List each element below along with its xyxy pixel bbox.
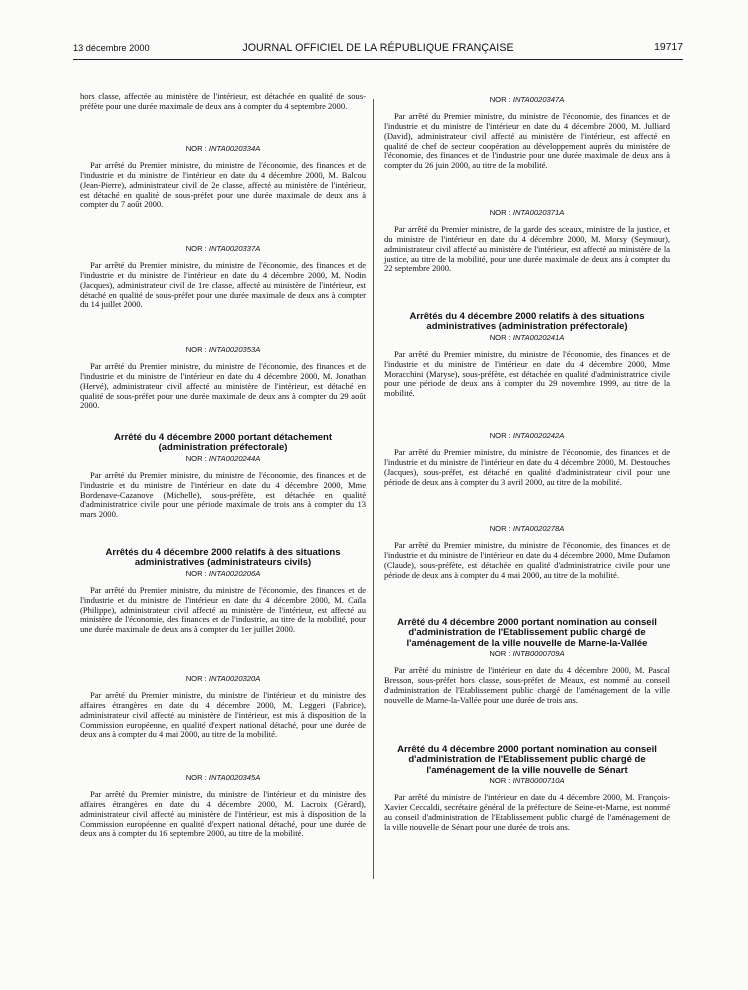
section-title: Arrêtés du 4 décembre 2000 relatifs à des situations administratives (administration préfectorale) bbox=[409, 311, 645, 333]
header-rule bbox=[73, 59, 683, 60]
nor-reference bbox=[384, 524, 670, 534]
section-title: Arrêté du 4 décembre 2000 portant nomination au conseil d'administration de l'Etablissement public chargé de l'aménagement de la ville nouvelle de Marne-la-Vallée bbox=[397, 617, 657, 649]
nor-label: NOR : bbox=[489, 332, 511, 342]
nor-label: NOR : bbox=[185, 345, 207, 354]
entry-text: Par arrêté du Premier ministre, du ministre de l'économie, des finances et de l'industrie et du ministre de l'intérieur en date du 4 décembre 2000, M. Caïla (Philippe), administrateur civil affecté au ministère de l'intérieur, est affecté au ministère de l'économie, des finances et de l'industrie, au titre de la mobilité, pour une durée maximale de deux ans à compter du 1er juillet 2000. bbox=[80, 584, 366, 635]
nor-code: INTA0020278A bbox=[512, 524, 565, 533]
nor-code: INTA0020242A bbox=[512, 431, 565, 440]
nor-reference bbox=[384, 431, 670, 441]
page-number: 19717 bbox=[654, 42, 683, 53]
decree-entry bbox=[80, 144, 366, 210]
entry-text: Par arrêté du Premier ministre, du ministre de l'économie, des finances et de l'industrie et du ministre de l'intérieur en date du 4 décembre 2000, M. Nodin (Jacques), administrateur civil de 1re classe, affecté au ministère de l'intérieur, est détaché en qualité de sous-préfet pour une durée maximale de deux ans à compter du 14 juillet 2000. bbox=[80, 260, 366, 310]
decree-entry bbox=[80, 773, 366, 839]
nor-code: INTA0020337A bbox=[208, 244, 261, 253]
nor-label: NOR : bbox=[489, 431, 511, 440]
section-title: Arrêtés du 4 décembre 2000 relatifs à des situations administratives (administrateurs civils) bbox=[105, 547, 341, 569]
entry-text: Par arrêté du Premier ministre, du ministre de l'économie, des finances et de l'industrie et du ministre de l'intérieur en date du 4 décembre 2000, Mme Dufamon (Claude), sous-préfète, est détachée en qualité d'administratrice civile pour une période de deux ans à compter du 4 mai 2000, au titre de la mobilité. bbox=[384, 540, 670, 580]
nor-label: NOR : bbox=[489, 95, 511, 104]
decree-section bbox=[80, 433, 366, 520]
decree-entry bbox=[384, 95, 670, 171]
nor-label: NOR : bbox=[489, 776, 511, 786]
nor-label: NOR : bbox=[489, 524, 511, 533]
nor-code: INTA0020347A bbox=[512, 95, 565, 104]
entry-text: Par arrêté du Premier ministre, du ministre de l'intérieur et du ministre des affaires étrangères en date du 4 décembre 2000, M. Lacroix (Gérard), administrateur civil affecté au ministère de l'intérieur, est mis à disposition de la Commission européenne en qualité d'expert national détaché, pour une durée de deux ans à compter du 16 septembre 2000, au titre de la mobilité. bbox=[80, 789, 366, 839]
entry-text: Par arrêté du Premier ministre, du ministre de l'économie, des finances et de l'industrie et du ministre de l'intérieur en date du 4 décembre 2000, M. Julliard (David), administrateur civil affecté au ministère de l'intérieur, est affecté en qualité de chef de secteur coopération au développement auprès du ministère de l'économie, des finances et de l'industrie pour une durée maximale de deux ans à compter du 26 juin 2000, au titre de la mobilité. bbox=[384, 111, 670, 171]
entry-text: Par arrêté du ministre de l'intérieur en date du 4 décembre 2000, M. François-Xavier Ceccaldi, secrétaire général de la préfecture de Seine-et-Marne, est nommé au conseil d'administration de l'Etablissement public chargé de l'aménagement de la ville nouvelle de Sénart pour une durée de trois ans. bbox=[384, 792, 670, 832]
nor-reference bbox=[80, 674, 366, 684]
entry-text: Par arrêté du Premier ministre, du ministre de l'économie, des finances et de l'industrie et du ministre de l'intérieur en date du 4 décembre 2000, Mme Moracchini (Maryse), sous-préfète, est détachée en qualité d'administratrice civile pour une période de deux ans à compter du 29 novembre 1999, au titre de la mobilité. bbox=[384, 348, 670, 399]
decree-entry bbox=[384, 524, 670, 580]
nor-reference bbox=[384, 95, 670, 105]
nor-label: NOR : bbox=[185, 144, 207, 153]
nor-code: INTA0020353A bbox=[208, 345, 261, 354]
decree-section bbox=[80, 548, 366, 635]
entry-text: Par arrêté du Premier ministre, de la garde des sceaux, ministre de la justice, et du ministre de l'intérieur en date du 4 décembre 2000, M. Morsy (Seymour), administrateur civil affecté au ministère de l'intérieur, est affecté au ministère de la justice, au titre de la mobilité, pour une durée maximale de deux ans à compter du 22 septembre 2000. bbox=[384, 224, 670, 274]
journal-title: JOURNAL OFFICIEL DE LA RÉPUBLIQUE FRANÇAISE bbox=[242, 42, 514, 54]
nor-label: NOR : bbox=[185, 674, 207, 683]
column-divider bbox=[373, 99, 374, 879]
decree-entry bbox=[80, 244, 366, 310]
decree-entry bbox=[384, 208, 670, 274]
nor-reference bbox=[80, 454, 366, 464]
decree-section bbox=[384, 618, 670, 706]
nor-label: NOR : bbox=[185, 244, 207, 253]
entry-text: Par arrêté du Premier ministre, du ministre de l'économie, des finances et de l'industrie et du ministre de l'intérieur en date du 4 décembre 2000, M. Destouches (Jacques), sous-préfet, est détaché en qualité d'administrateur civil pour une période de deux ans à compter du 3 avril 2000, au titre de la mobilité. bbox=[384, 447, 670, 487]
nor-label: NOR : bbox=[185, 453, 207, 463]
header-date: 13 décembre 2000 bbox=[73, 43, 150, 53]
section-title: Arrêté du 4 décembre 2000 portant détachement (administration préfectorale) bbox=[113, 432, 333, 454]
nor-reference bbox=[80, 144, 366, 154]
nor-reference bbox=[80, 244, 366, 254]
section-title: Arrêté du 4 décembre 2000 portant nomination au conseil d'administration de l'Etablissement public chargé de l'aménagement de la ville nouvelle de Sénart bbox=[397, 744, 657, 776]
nor-code: INTA0020244A bbox=[208, 453, 261, 463]
entry-text: hors classe, affectée au ministère de l'intérieur, est détachée en qualité de sous-préfète pour une durée maximale de deux ans à compter du 4 septembre 2000. bbox=[80, 91, 366, 111]
entry-text: Par arrêté du Premier ministre, du ministre de l'économie, des finances et de l'industrie et du ministre de l'intérieur en date du 4 décembre 2000, M. Jonathan (Hervé), administrateur civil affecté au ministère de l'intérieur, est détaché en qualité de sous-préfet pour une durée maximale de deux ans à compter du 29 août 2000. bbox=[80, 361, 366, 411]
entry-text: Par arrêté du Premier ministre, du ministre de l'intérieur et du ministre des affaires étrangères en date du 4 décembre 2000, M. Leggeri (Fabrice), administrateur civil affecté au ministère de l'intérieur, est mis à disposition de la Commission européenne, en qualité d'expert national détaché, pour une durée de deux ans à compter du 4 mai 2000, au titre de la mobilité. bbox=[80, 690, 366, 740]
page-header bbox=[73, 43, 683, 57]
nor-code: INTA0020371A bbox=[512, 208, 565, 217]
nor-code: INTA0020320A bbox=[208, 674, 261, 683]
nor-reference bbox=[384, 208, 670, 218]
nor-code: INTB0000709A bbox=[512, 649, 565, 659]
decree-section bbox=[384, 312, 670, 399]
nor-code: INTA0020206A bbox=[208, 568, 261, 578]
nor-code: INTA0020334A bbox=[208, 144, 261, 153]
decree-section bbox=[384, 745, 670, 833]
entry-text: Par arrêté du Premier ministre, du ministre de l'économie, des finances et de l'industrie et du ministre de l'intérieur en date du 4 décembre 2000, Mme Bordenave-Cazanove (Michelle), sous-préfète, est détachée en qualité d'administratrice civile pour une période maximale de trois ans à compter du 13 mars 2000. bbox=[80, 469, 366, 520]
nor-reference bbox=[80, 773, 366, 783]
nor-code: INTB0000710A bbox=[512, 776, 565, 786]
nor-label: NOR : bbox=[489, 208, 511, 217]
continued-entry bbox=[80, 92, 366, 112]
nor-label: NOR : bbox=[185, 568, 207, 578]
nor-label: NOR : bbox=[489, 649, 511, 659]
nor-reference bbox=[384, 333, 670, 343]
decree-entry bbox=[80, 674, 366, 740]
nor-reference bbox=[80, 345, 366, 355]
nor-label: NOR : bbox=[185, 773, 207, 782]
entry-text: Par arrêté du Premier ministre, du ministre de l'économie, des finances et de l'industrie et du ministre de l'intérieur en date du 4 décembre 2000, M. Balcou (Jean-Pierre), administrateur civil de 2e classe, affecté au ministère de l'intérieur, est détaché en qualité de sous-préfet pour une durée maximale de deux ans à compter du 7 août 2000. bbox=[80, 160, 366, 210]
decree-entry bbox=[384, 431, 670, 487]
decree-entry bbox=[80, 345, 366, 411]
nor-code: INTA0020241A bbox=[512, 332, 565, 342]
entry-text: Par arrêté du ministre de l'intérieur en date du 4 décembre 2000, M. Pascal Bresson, sous-préfet hors classe, sous-préfet de Meaux, est nommé au conseil d'administration de l'Etablissement public chargé de l'aménagement de la ville nouvelle de Marne-la-Vallée pour une durée de trois ans. bbox=[384, 665, 670, 705]
nor-reference bbox=[80, 569, 366, 579]
nor-code: INTA0020345A bbox=[208, 773, 261, 782]
nor-reference bbox=[384, 776, 670, 786]
nor-reference bbox=[384, 649, 670, 659]
